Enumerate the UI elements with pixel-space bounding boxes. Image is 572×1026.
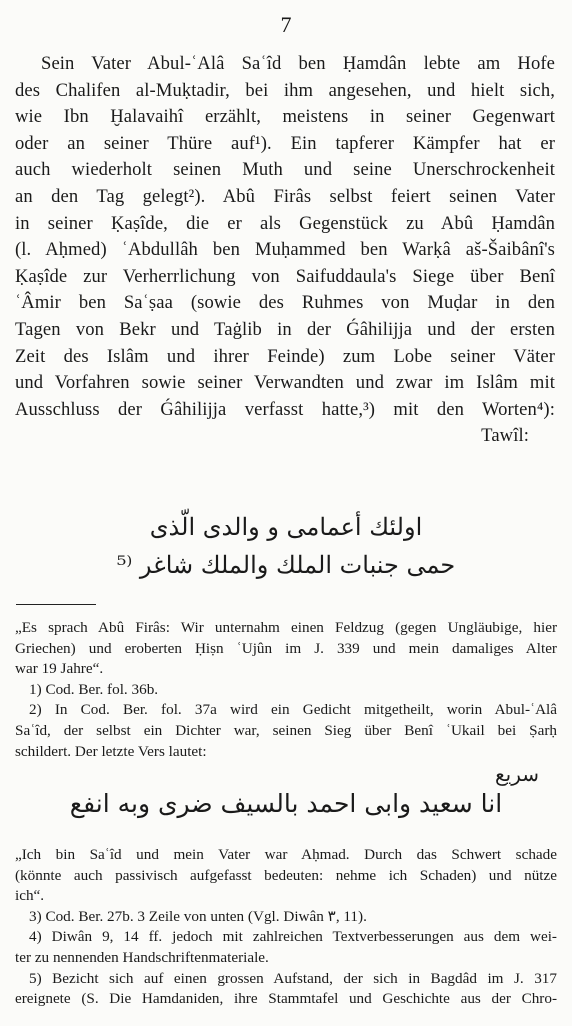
text-line: ʿÂmir ben Saʿṣaa (sowie des Ruhmes von Muḍar in den — [15, 292, 555, 314]
text-line: Tagen von Bekr und Taġlib in der Ǵâhilijja und der ersten — [15, 318, 555, 340]
footnote-line: schildert. Der letzte Vers lautet: — [15, 742, 207, 760]
page-number: 7 — [280, 12, 292, 37]
footnote-line: Saʿîd, der selbst ein Dichter war, seinen Sieg über Benî ʿUkail bei Ṣarḥ — [15, 721, 557, 739]
main-text — [15, 51, 555, 450]
footnote-line: war 19 Jahre“. — [15, 660, 104, 678]
footnote-divider — [16, 604, 96, 605]
text-line: Ausschluss der Ǵâhilijja verfasst hatte,³) mit den Worten⁴): — [15, 398, 555, 420]
text-line: in seiner Ḳaṣîde, die er als Gegenstück zu Abû Ḥamdân — [15, 212, 555, 234]
meter-label: Tawîl: — [481, 425, 529, 447]
arabic-footnote-verse: انا سعيد وابى احمد بالسيف ضرى وبه انفع — [69, 789, 503, 818]
footnote-line: 4) Diwân 9, 14 ff. jedoch mit zahlreichen Textverbesserungen aus dem wei- — [29, 928, 557, 946]
arabic-verse-line-1: اولئك أعمامى و والدى الّذى — [149, 513, 423, 541]
footnote-line: 2) In Cod. Ber. fol. 37a wird ein Gedicht mitgetheilt, worin Abul-ʿAlâ — [29, 701, 557, 719]
footnotes-top — [15, 618, 557, 762]
footnote-line: ter zu nennenden Handschriftenmateriale. — [15, 948, 269, 966]
arabic-meter-label: سريع — [494, 762, 539, 786]
text-line: (l. Aḥmed) ʿAbdullâh ben Muḥammed ben Warḳâ aš-Šaibânî's — [15, 239, 555, 261]
text-line: und Vorfahren sowie seiner Verwandten und zwar im Islâm mit — [15, 372, 555, 394]
text-line: oder an seiner Thüre auf¹). Ein tapferer Kämpfer hat er — [15, 132, 555, 154]
footnote-line: „Es sprach Abû Firâs: Wir unternahm einen Feldzug (gegen Ungläubige, hier — [15, 619, 557, 636]
text-line: auch wiederholt seinen Muth und seine Unerschrockenheit — [15, 159, 555, 181]
text-line: an den Tag gelegt²). Abû Firâs selbst feiert seinen Vater — [15, 185, 555, 207]
footnote-line: Griechen) und eroberten Ḥiṣn ʿUjûn im J. 339 und mein damaliges Alter — [15, 639, 557, 657]
footnote-line: ich“. — [15, 887, 45, 905]
footnotes-bottom — [15, 845, 557, 1010]
footnote-line: 5) Bezicht sich auf einen grossen Aufstand, der sich in Bagdâd im J. 317 — [29, 969, 557, 987]
footnote-line: 3) Cod. Ber. 27b. 3 Zeile von unten (Vgl. Diwân ٣, 11). — [29, 907, 367, 925]
footnote-line: ereignete (S. Die Hamdaniden, ihre Stammtafel und Geschichte aus der Chro- — [15, 990, 557, 1008]
arabic-verse-line-2: حمى جنبات الملك والملك شاغر ⁽⁵ — [116, 551, 456, 579]
text-line: wie Ibn Ḫalavaihî erzählt, meistens in seiner Gegenwart — [15, 106, 555, 128]
footnote-line: 1) Cod. Ber. fol. 36b. — [29, 680, 159, 698]
footnote-line: (könnte auch passivisch aufgefasst bedeuten: nehme ich Schaden) und nütze — [15, 866, 557, 884]
text-line: Zeit des Islâm und ihrer Feinde) zum Lobe seiner Väter — [15, 345, 555, 367]
footnote-line: „Ich bin Saʿîd und mein Vater war Aḥmad. Durch das Schwert schade — [15, 846, 557, 863]
text-line: des Chalifen al-Muḳtadir, bei ihm angesehen, und hielt sich, — [15, 79, 555, 101]
text-line: Ḳaṣîde zur Verherrlichung von Saifuddaula's Siege über Benî — [15, 265, 555, 287]
text-line: Sein Vater Abul-ʿAlâ Saʿîd ben Ḥamdân lebte am Hofe — [41, 53, 555, 74]
